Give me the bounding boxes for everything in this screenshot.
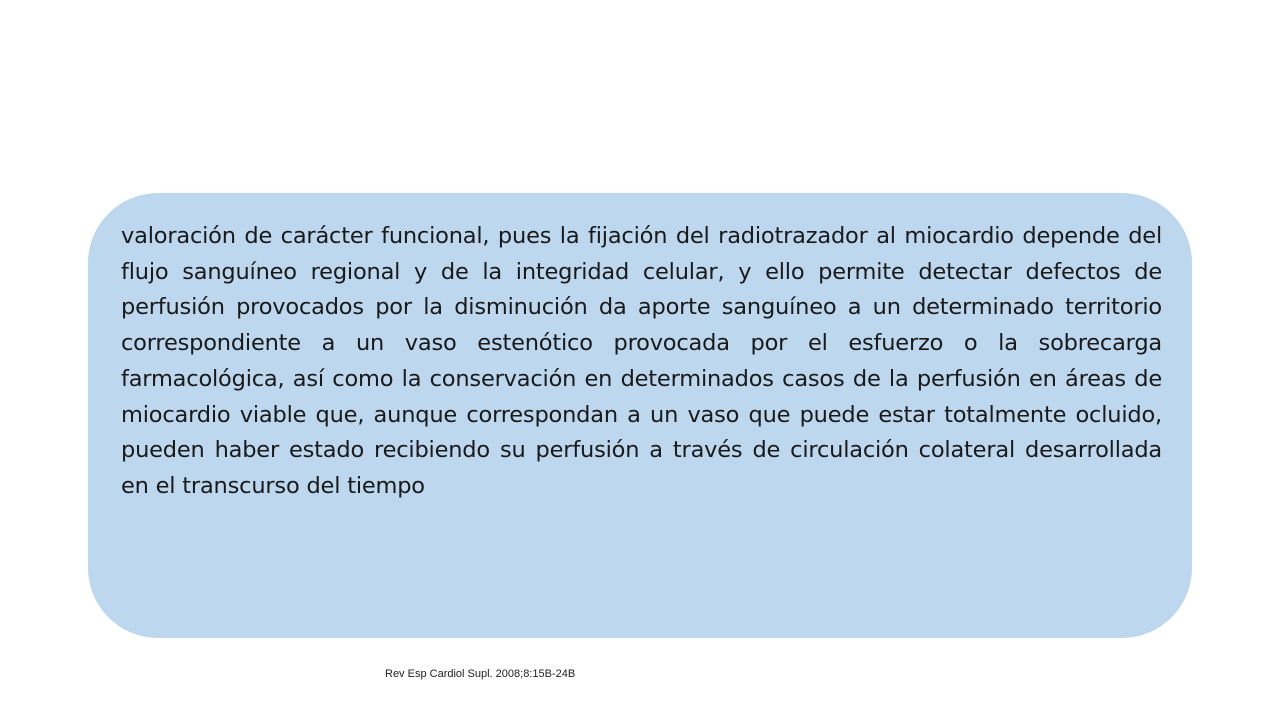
citation: Rev Esp Cardiol Supl. 2008;8:15B-24B	[385, 668, 576, 680]
text-panel	[88, 193, 1192, 638]
body-text: valoración de carácter funcional, pues la fijación del radiotrazador al miocardio depende del flujo sanguíneo regional y de la integridad celular, y ello permite detectar defectos de perfusión provocados por la disminución da aporte sanguíneo a un determinado territorio correspondiente a un vaso estenótico provocada por el esfuerzo o la sobrecarga farmacológica, así como la conservación en determinados casos de la perfusión en áreas de miocardio viable que, aunque correspondan a un vaso que puede estar totalmente ocluido, pueden haber estado recibiendo su perfusión a través de circulación colateral desarrollada en el transcurso del tiempo	[121, 223, 1162, 499]
